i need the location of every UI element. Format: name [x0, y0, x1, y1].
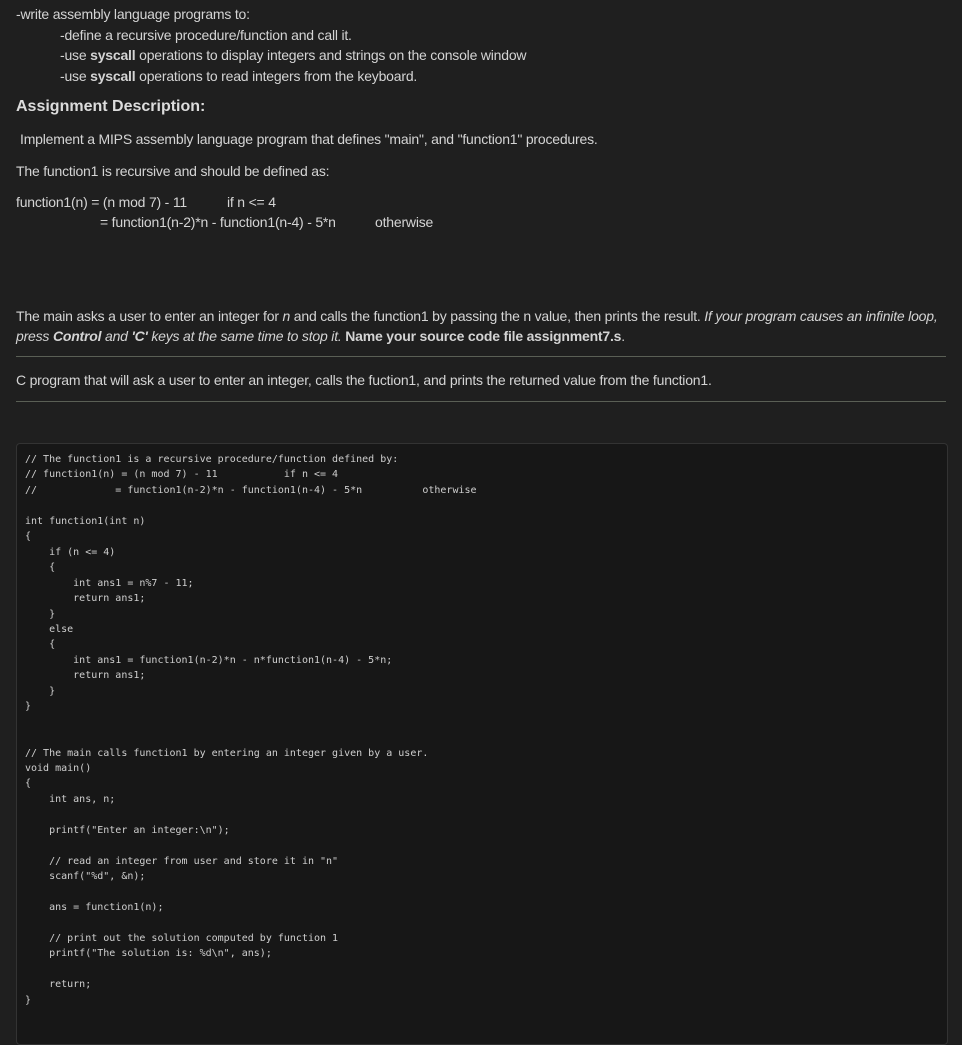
- code-line: if (n <= 4): [25, 546, 116, 558]
- divider: [16, 401, 946, 402]
- code-line: int function1(int n): [25, 515, 146, 527]
- code-line: }: [25, 994, 32, 1006]
- code-line: void main(): [25, 763, 92, 774]
- objective-item: -use syscall operations to display integers and strings on the console window: [60, 47, 527, 63]
- function-intro: The function1 is recursive and should be defined as:: [16, 163, 330, 179]
- code-line: // print out the solution computed by function 1: [25, 932, 339, 944]
- code-line: return;: [25, 979, 92, 991]
- objective-item: -use syscall operations to read integers from the keyboard.: [60, 68, 418, 84]
- code-line: int ans, n;: [25, 793, 116, 805]
- code-line: // = function1(n-2)*n - function1(n-4) - 5*n otherwise: [25, 484, 477, 496]
- objectives-intro: -write assembly language programs to:: [16, 6, 250, 22]
- definition-condition-1: if n <= 4: [227, 194, 276, 210]
- code-line: printf("Enter an integer:\n");: [25, 824, 230, 836]
- code-line: // function1(n) = (n mod 7) - 11 if n <= 4: [25, 469, 339, 481]
- code-line: {: [25, 639, 56, 651]
- code-line: }: [25, 608, 56, 620]
- code-line: // The function1 is a recursive procedure/function defined by:: [25, 454, 399, 465]
- definition-condition-2: otherwise: [375, 214, 434, 230]
- c-program-intro: C program that will ask a user to enter an integer, calls the fuction1, and prints the returned value from the function1.: [16, 372, 712, 388]
- code-block: [16, 443, 948, 1045]
- assignment-paragraph: Implement a MIPS assembly language program that defines "main", and "function1" procedures.: [20, 131, 598, 147]
- code-line: int ans1 = function1(n-2)*n - n*function1(n-4) - 5*n;: [25, 654, 393, 666]
- code-line: // read an integer from user and store it in "n": [25, 855, 339, 867]
- code-line: }: [25, 685, 56, 697]
- code-line: int ans1 = n%7 - 11;: [25, 577, 194, 589]
- objective-item: -define a recursive procedure/function and call it.: [60, 27, 352, 43]
- code-line: printf("The solution is: %d\n", ans);: [25, 948, 272, 960]
- code-line: else: [25, 623, 74, 635]
- code-line: // The main calls function1 by entering an integer given by a user.: [25, 747, 429, 759]
- code-line: {: [25, 562, 56, 574]
- code-line: {: [25, 531, 32, 543]
- divider: [16, 356, 946, 357]
- code-line: return ans1;: [25, 593, 146, 605]
- assignment-heading: Assignment Description:: [16, 98, 206, 115]
- code-line: scanf("%d", &n);: [25, 871, 146, 883]
- code-line: {: [25, 778, 32, 790]
- code-line: return ans1;: [25, 670, 146, 682]
- main-description: The main asks a user to enter an integer for n and calls the function1 by passing the n value, then prints the result. If your program causes an infinite loop, press Control and 'C' keys at the same time to stop it. Name your source code file assignment7.s.: [16, 308, 938, 344]
- code-line: ans = function1(n);: [25, 902, 164, 914]
- definition-case-1: function1(n) = (n mod 7) - 11: [16, 194, 187, 210]
- definition-case-2: = function1(n-2)*n - function1(n-4) - 5*n: [100, 214, 336, 230]
- code-line: }: [25, 701, 32, 713]
